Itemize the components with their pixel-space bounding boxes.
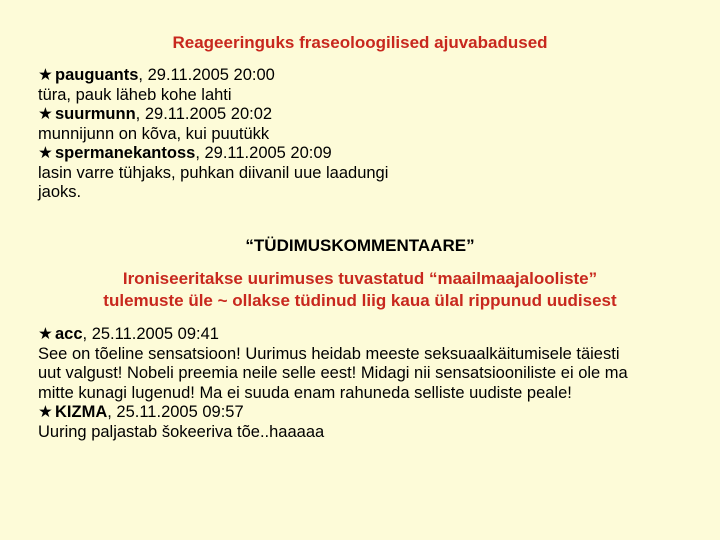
section1-comments [38, 66, 698, 203]
comment-date: , 25.11.2005 09:57 [107, 403, 244, 421]
comment-text: mitte kunagi lugenud! Ma ei suuda enam rahuneda selliste uudiste peale! [38, 383, 572, 402]
star-icon: ★ [38, 403, 53, 421]
subtitle-line: Ironiseeritakse uurimuses tuvastatud “maailmaajalooliste” [122, 269, 598, 288]
comment-header [38, 144, 698, 164]
section2-comments [38, 325, 698, 442]
comment-date: , 29.11.2005 20:02 [135, 105, 273, 123]
star-icon: ★ [38, 325, 53, 343]
comment-author: pauguants [55, 66, 139, 84]
comment-text: lasin varre tühjaks, puhkan diivanil uue laadungi [38, 163, 389, 182]
star-icon: ★ [38, 105, 53, 123]
comment-text: Uuring paljastab šokeeriva tõe..haaaaa [38, 422, 325, 441]
comment-text: türa, pauk läheb kohe lahti [38, 85, 232, 104]
comment-header [38, 403, 698, 423]
comment-date: , 29.11.2005 20:00 [138, 66, 275, 84]
section1-title: Reageeringuks fraseoloogilised ajuvabadused [172, 33, 548, 52]
comment-date: , 25.11.2005 09:41 [82, 325, 219, 343]
comment-author: acc [55, 325, 83, 343]
comment-header [38, 325, 698, 345]
comment-date: , 29.11.2005 20:09 [195, 144, 332, 162]
section2-title: “TÜDIMUSKOMMENTAARE” [245, 236, 475, 255]
section2-subtitle [0, 268, 720, 312]
comment-header [38, 105, 698, 125]
comment-author: KIZMA [55, 403, 108, 421]
subtitle-line: tulemuste üle ~ ollakse tüdinud liig kaua ülal rippunud uudisest [103, 291, 617, 310]
comment-text: jaoks. [38, 183, 82, 201]
comment-text: munnijunn on kõva, kui puutükk [38, 124, 270, 143]
comment-author: suurmunn [55, 105, 136, 123]
comment-text: uut valgust! Nobeli preemia neile selle eest! Midagi nii sensatsiooniliste ei ole ma [38, 364, 628, 382]
comment-author: spermanekantoss [55, 144, 196, 162]
comment-header [38, 66, 698, 86]
comment-text: See on tõeline sensatsioon! Uurimus heidab meeste seksuaalkäitumisele täiesti [38, 344, 620, 363]
star-icon: ★ [38, 144, 53, 162]
star-icon: ★ [38, 66, 53, 84]
